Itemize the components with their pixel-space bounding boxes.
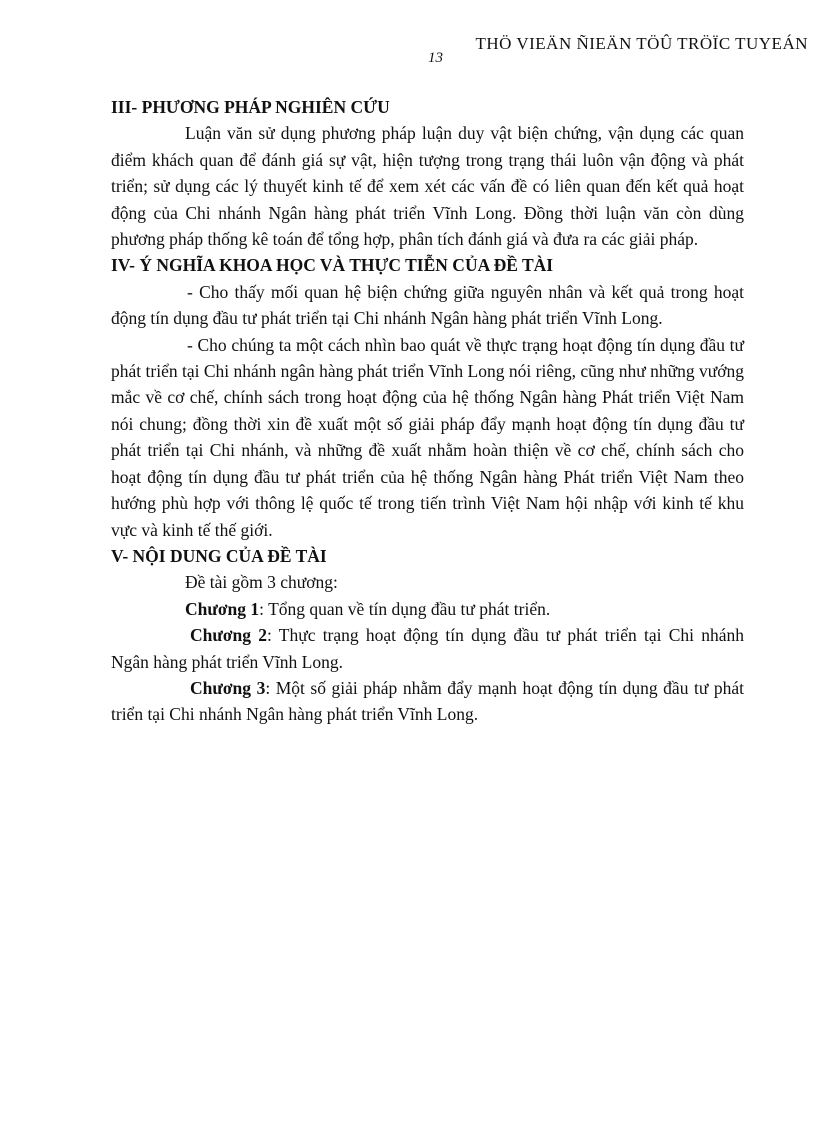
content-intro: Đề tài gồm 3 chương: <box>185 572 338 593</box>
library-watermark: THÖ VIEÄN ÑIEÄN TÖÛ TRÖÏC TUYEÁN <box>475 34 808 53</box>
document-body <box>111 94 744 728</box>
section-heading-methods: III- PHƯƠNG PHÁP NGHIÊN CỨU <box>111 97 390 117</box>
chapter-item <box>111 675 744 728</box>
chapter-text: : Tổng quan về tín dụng đầu tư phát triển. <box>259 598 551 619</box>
methods-paragraph: Luận văn sử dụng phương pháp luận duy vật biện chứng, vận dụng các quan điểm khách quan để đánh giá sự vật, hiện tượng trong trạng thái luôn vận động và phát triển; sử dụng các lý thuyết kinh tế để xem xét các vấn đề có liên quan đến kết quả hoạt động của Chi nhánh Ngân hàng phát triển Vĩnh Long. Đồng thời luận văn còn dùng phương pháp thống kê toán để tổng hợp, phân tích đánh giá và đưa ra các giải pháp. <box>111 123 744 250</box>
page-number: 13 <box>428 50 443 66</box>
chapter-item <box>111 596 744 622</box>
significance-point-1: - Cho thấy mối quan hệ biện chứng giữa nguyên nhân và kết quả trong hoạt động tín dụng đầu tư phát triển tại Chi nhánh Ngân hàng phát triển Vĩnh Long. <box>111 281 744 329</box>
section-heading-content: V- NỘI DUNG CỦA ĐỀ TÀI <box>111 545 327 566</box>
chapter-item <box>111 622 744 675</box>
chapter-text: : Thực trạng hoạt động tín dụng đầu tư phát triển tại Chi nhánh Ngân hàng phát triển Vĩnh Long. <box>111 625 744 672</box>
chapter-label: Chương 2 <box>190 625 268 646</box>
section-heading-significance: IV- Ý NGHĨA KHOA HỌC VÀ THỰC TIỄN CỦA ĐỀ TÀI <box>111 255 554 276</box>
chapter-label: Chương 3 <box>190 677 266 698</box>
chapter-text: : Một số giải pháp nhằm đẩy mạnh hoạt động tín dụng đầu tư phát triển tại Chi nhánh Ngân hàng phát triển Vĩnh Long. <box>111 677 744 725</box>
significance-point-2: - Cho chúng ta một cách nhìn bao quát về thực trạng hoạt động tín dụng đầu tư phát triển tại Chi nhánh ngân hàng phát triển Vĩnh Long nói riêng, cũng như những vướng mắc về cơ chế, chính sách trong hoạt động của hệ thống Ngân hàng Phát triển Việt Nam nói chung; đồng thời xin đề xuất một số giải pháp đẩy mạnh hoạt động tín dụng đầu tư phát triển tại Chi nhánh, và những đề xuất nhằm hoàn thiện về cơ chế, chính sách cho hoạt động tín dụng đầu tư phát triển của hệ thống Ngân hàng Phát triển Việt Nam theo hướng phù hợp với thông lệ quốc tế trong tiến trình Việt Nam hội nhập với kinh tế khu vực và kinh tế thế giới. <box>111 334 744 540</box>
chapter-label: Chương 1 <box>185 598 260 619</box>
